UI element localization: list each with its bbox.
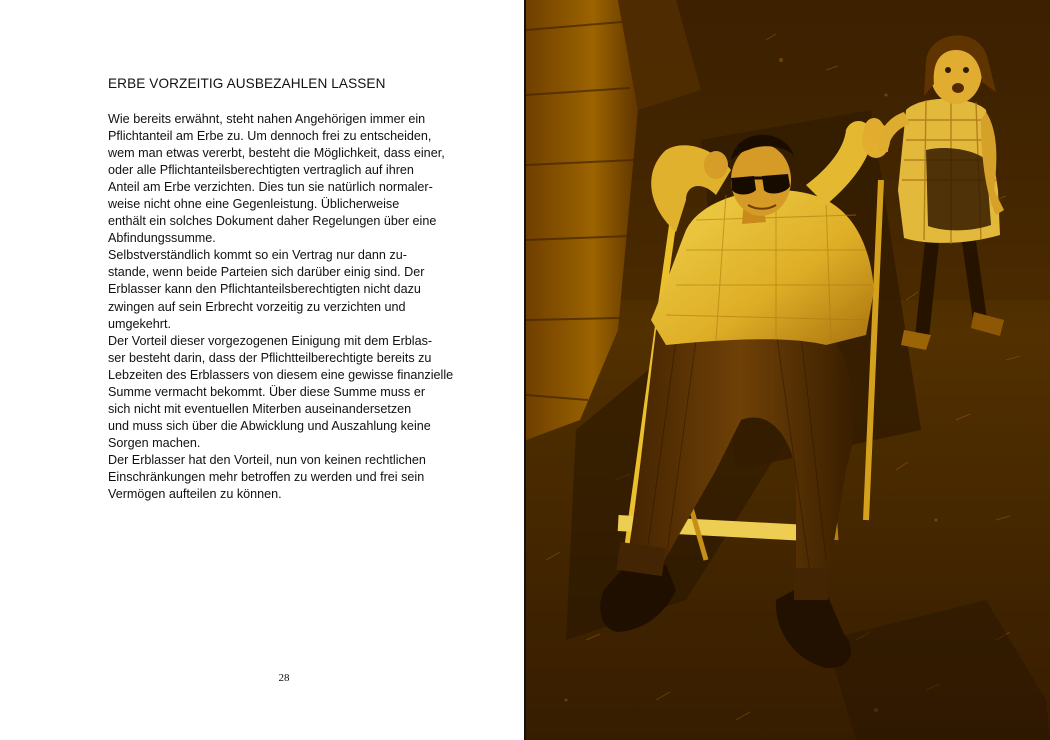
text-line: enthält ein solches Dokument daher Regelungen über eine xyxy=(108,214,437,229)
text-line: stande, wenn beide Parteien sich darüber einig sind. Der xyxy=(108,265,425,280)
text-line: Wie bereits erwähnt, steht nahen Angehörigen immer ein xyxy=(108,112,426,126)
text-line: Erblasser kann den Pflichtanteilsberechtigten nicht dazu xyxy=(108,282,421,297)
text-line: Anteil am Erbe verzichten. Dies tun sie natürlich normaler- xyxy=(108,180,433,195)
text-line: Sorgen machen. xyxy=(108,435,201,450)
text-line: oder alle Pflichtanteilsberechtigten vertraglich auf ihren xyxy=(108,163,414,178)
text-line: weise nicht ohne eine Gegenleistung. Üblicherweise xyxy=(108,197,400,212)
text-line: Selbstverständlich kommt so ein Vertrag nur dann zu- xyxy=(108,248,407,263)
photo-illustration xyxy=(526,0,1050,740)
body-text xyxy=(108,111,468,503)
text-line: zwingen auf sein Erbrecht vorzeitig zu verzichten und xyxy=(108,299,406,314)
text-line: Pflichtanteil am Erbe zu. Um dennoch frei zu entscheiden, xyxy=(108,129,432,144)
text-line: Vermögen aufteilen zu können. xyxy=(108,487,282,502)
text-line: ser besteht darin, dass der Pflichtteilberechtigte bereits zu xyxy=(108,350,432,365)
text-line: sich nicht mit eventuellen Miterben auseinandersetzen xyxy=(108,401,412,416)
vintage-photo xyxy=(526,0,1050,740)
text-line: Der Erblasser hat den Vorteil, nun von keinen rechtlichen xyxy=(108,452,426,467)
text-line: wem man etwas vererbt, besteht die Möglichkeit, dass einer, xyxy=(108,146,445,161)
section-heading: ERBE VORZEITIG AUSBEZAHLEN LASSEN xyxy=(108,76,386,91)
text-line: Abfindungssumme. xyxy=(108,231,216,246)
page-number: 28 xyxy=(278,672,290,684)
text-line: Einschränkungen mehr betroffen zu werden und frei sein xyxy=(108,469,425,484)
text-line: Summe vermacht bekommt. Über diese Summe muss er xyxy=(108,384,426,399)
text-line: Der Vorteil dieser vorgezogenen Einigung mit dem Erblas- xyxy=(108,333,433,348)
text-line: und muss sich über die Abwicklung und Auszahlung keine xyxy=(108,418,431,433)
text-line: umgekehrt. xyxy=(108,316,171,331)
text-line: Lebzeiten des Erblassers von diesem eine gewisse finanzielle xyxy=(108,367,454,382)
